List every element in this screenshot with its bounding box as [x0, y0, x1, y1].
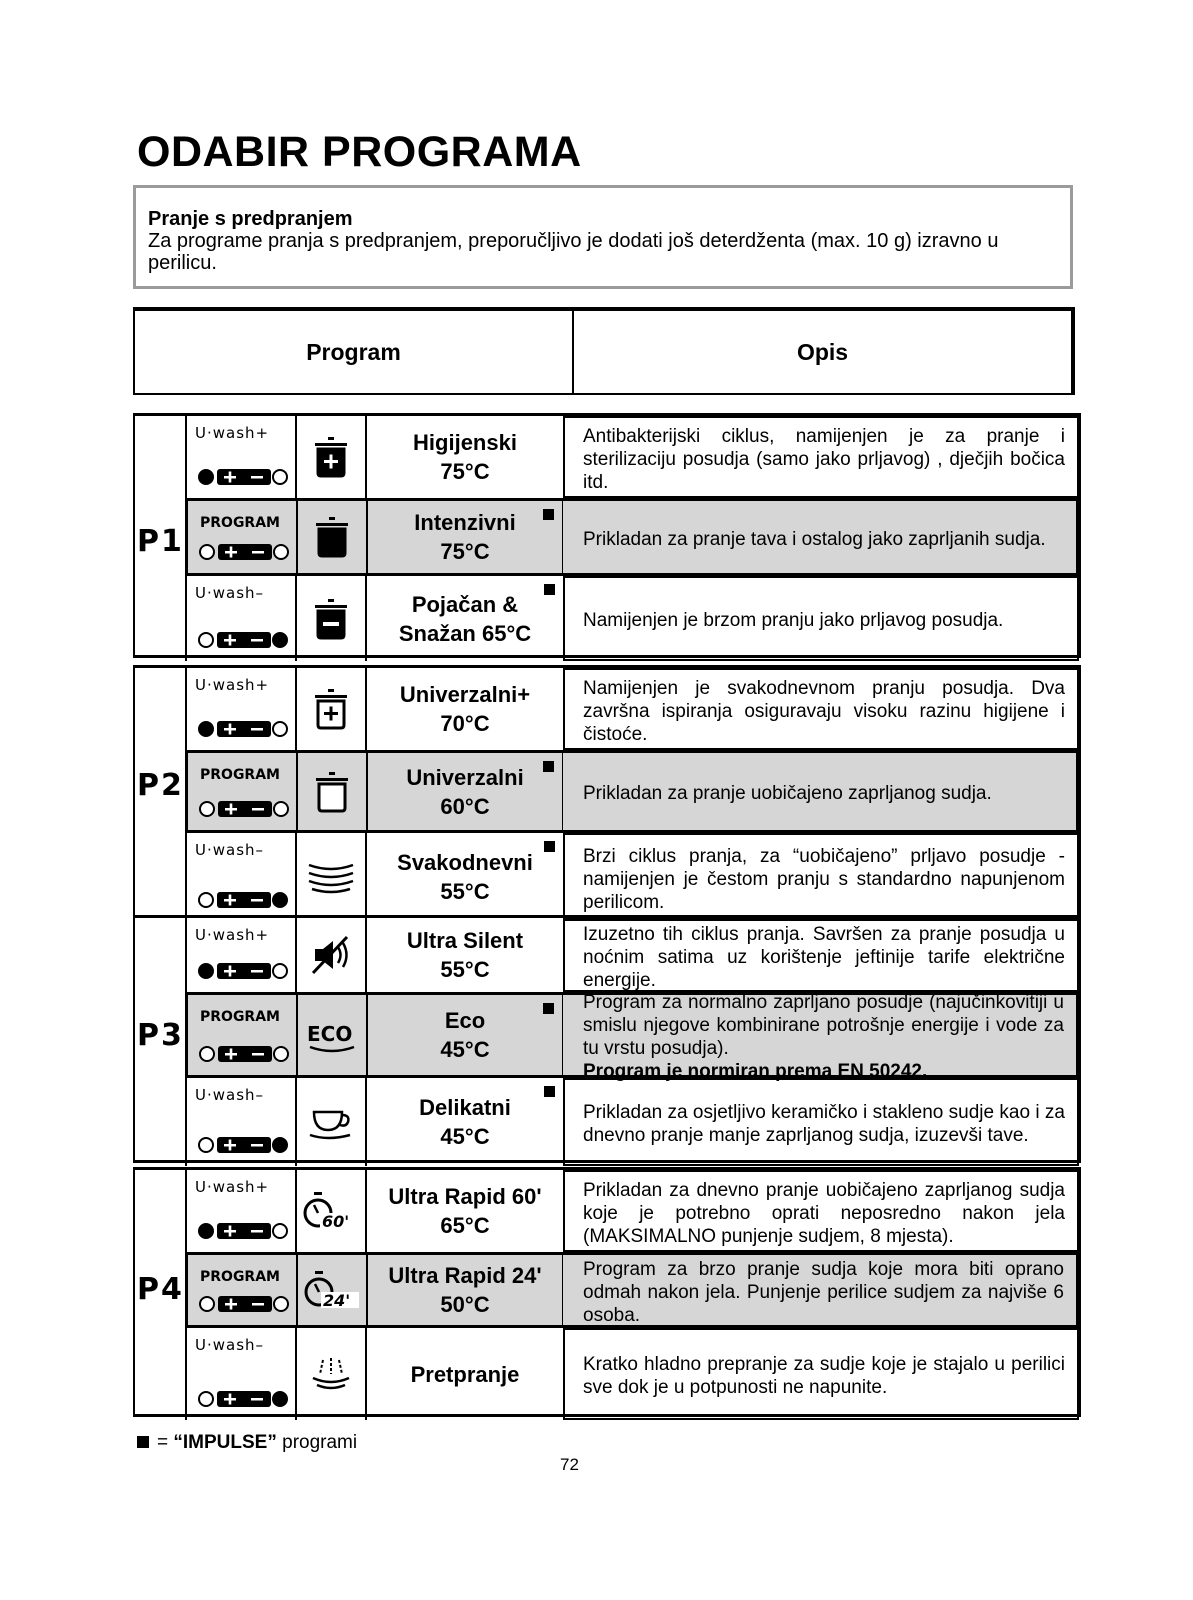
selector-cell — [187, 668, 297, 750]
program-name-cell — [368, 1255, 562, 1325]
program-name-cell — [368, 995, 562, 1075]
program-name-cell — [367, 833, 563, 921]
pot-full-icon — [298, 501, 368, 573]
program-description: Kratko hladno prepranje za sudje koje je stajalo u perilici sve dok je u potpunosti ne napunite. — [563, 1328, 1079, 1420]
selector-label: U·wash– — [195, 1336, 265, 1354]
selector-indicator-icon — [198, 800, 290, 818]
program-name-cell — [368, 753, 562, 830]
program-temperature: 60°C — [440, 793, 490, 819]
program-name: Intenzivni — [414, 510, 516, 535]
program-name: Ultra Rapid 24' — [388, 1263, 542, 1288]
group-label: P4 — [137, 1272, 184, 1307]
page-title: ODABIR PROGRAMA — [137, 128, 582, 176]
program-group-p1 — [133, 413, 1081, 658]
program-row — [185, 992, 1079, 1082]
program-name-cell — [367, 1078, 563, 1166]
selector-label: U·wash– — [195, 1086, 265, 1104]
program-name: Ultra Rapid 60' — [388, 1184, 542, 1209]
selector-label: PROGRAM — [200, 515, 280, 531]
selector-label: U·wash– — [195, 841, 265, 859]
selector-cell — [187, 918, 297, 992]
program-description: Prikladan za pranje uobičajeno zaprljanog sudja. — [563, 750, 1079, 833]
note-text: Za programe pranja s predpranjem, preporučljivo je dodati još deterdženta (max. 10 g) izravno u perilicu. — [148, 230, 999, 274]
program-row — [185, 750, 1079, 833]
cup-icon — [297, 1078, 367, 1166]
program-name-cell — [367, 918, 563, 992]
selector-indicator-icon — [198, 1295, 290, 1313]
group-label: P3 — [137, 1018, 184, 1053]
program-temperature: 55°C — [440, 879, 490, 904]
plates-icon — [297, 833, 367, 921]
selector-cell — [187, 1170, 297, 1252]
selector-label: U·wash+ — [195, 424, 270, 442]
selector-cell — [187, 416, 297, 498]
program-temperature: 75°C — [440, 539, 490, 564]
timer-60-icon — [297, 1170, 367, 1252]
selector-label: U·wash– — [195, 584, 265, 602]
note-heading: Pranje s predpranjem — [148, 208, 353, 230]
program-name-cell — [367, 416, 563, 498]
impulse-marker-icon — [544, 584, 555, 595]
selector-cell — [188, 995, 298, 1075]
selector-indicator-icon — [197, 720, 289, 738]
program-cells — [185, 833, 565, 921]
selector-indicator-icon — [197, 962, 289, 980]
selector-cell — [187, 833, 297, 921]
program-group-p2 — [133, 665, 1081, 918]
header-description: Opis — [796, 338, 849, 365]
program-name: Eco — [444, 1008, 486, 1033]
selector-indicator-icon — [198, 1045, 290, 1063]
impulse-marker-icon — [544, 1086, 555, 1097]
program-cells — [185, 992, 565, 1078]
impulse-footnote: = “IMPULSE” programi — [137, 1432, 357, 1454]
selector-label: PROGRAM — [200, 1009, 280, 1025]
header-program: Program — [135, 311, 574, 393]
impulse-marker-icon — [543, 761, 554, 772]
program-description: Brzi ciklus pranja, za “uobičajeno” prljavo posudje - namijenjen je čestom pranju s standardno napunjenom perilicom. — [563, 833, 1079, 921]
selector-indicator-icon — [197, 1222, 289, 1240]
program-temperature: Snažan 65°C — [398, 620, 532, 646]
pot-outline-plus-icon — [297, 668, 367, 750]
table-header — [133, 307, 1075, 395]
selector-indicator-icon — [198, 543, 290, 561]
program-temperature: 75°C — [440, 459, 490, 484]
selector-indicator-icon — [197, 891, 289, 909]
program-cells — [185, 1170, 565, 1252]
svg-text:ECO: ECO — [307, 1022, 353, 1046]
selector-cell — [188, 501, 298, 573]
program-temperature: 70°C — [440, 711, 490, 736]
program-row — [185, 1170, 1079, 1252]
program-name: Delikatni — [419, 1095, 511, 1120]
svg-text:24': 24' — [323, 1291, 351, 1310]
pot-outline-icon — [298, 753, 368, 830]
program-description: Program za brzo pranje sudja koje mora biti oprano odmah nakon jela. Punjenje perilice sudjem za najviše 6 osoba. — [563, 1252, 1079, 1328]
program-row — [185, 1252, 1079, 1328]
impulse-marker-icon — [137, 1436, 149, 1448]
eco-icon — [298, 995, 368, 1075]
program-name: Ultra Silent — [406, 928, 524, 953]
selector-label: U·wash+ — [195, 926, 270, 944]
program-cells — [185, 576, 565, 661]
impulse-marker-icon — [543, 1003, 554, 1014]
program-cells — [185, 498, 565, 576]
program-cells — [185, 750, 565, 833]
program-cells — [185, 918, 565, 992]
program-temperature: 65°C — [440, 1213, 490, 1238]
program-name-cell — [367, 576, 563, 661]
program-description: Namijenjen je svakodnevnom pranju posudja. Dva završna ispiranja osiguravaju visoku razinu higijene i čistoće. — [563, 668, 1079, 750]
program-name-cell — [367, 1328, 563, 1420]
group-label: P2 — [137, 768, 184, 803]
program-cells — [185, 1328, 565, 1420]
program-name: Univerzalni — [406, 764, 524, 790]
program-row — [185, 1078, 1079, 1166]
program-description: Prikladan za pranje tava i ostalog jako zaprljanih sudja. — [563, 498, 1079, 576]
selector-label: PROGRAM — [200, 1269, 280, 1285]
selector-indicator-icon — [197, 1136, 289, 1154]
selector-cell — [187, 576, 297, 661]
impulse-marker-icon — [543, 509, 554, 520]
page-number: 72 — [560, 1455, 579, 1474]
selector-indicator-icon — [197, 468, 289, 486]
program-row — [185, 498, 1079, 576]
selector-label: U·wash+ — [195, 676, 270, 694]
program-row — [185, 1328, 1079, 1420]
selector-cell — [188, 1255, 298, 1325]
program-row — [185, 416, 1079, 498]
program-row — [185, 918, 1079, 992]
program-row — [185, 668, 1079, 750]
selector-indicator-icon — [197, 1390, 289, 1408]
prewash-icon — [297, 1328, 367, 1420]
program-name: Higijenski — [413, 430, 517, 455]
program-temperature: 45°C — [440, 1037, 490, 1062]
selector-label: PROGRAM — [200, 767, 280, 783]
program-name: Pojačan & — [411, 591, 519, 617]
program-description: Namijenjen je brzom pranju jako prljavog posudja. — [563, 576, 1079, 661]
program-row — [185, 833, 1079, 921]
selector-label: U·wash+ — [195, 1178, 270, 1196]
pot-plus-icon — [297, 416, 367, 498]
silent-icon — [297, 918, 367, 992]
program-cells — [185, 1252, 565, 1328]
program-description: Prikladan za osjetljivo keramičko i stakleno sudje kao i za dnevno pranje manje zaprljanog sudja, izuzevši tave. — [563, 1078, 1079, 1166]
selector-cell — [187, 1328, 297, 1420]
program-cells — [185, 416, 565, 498]
program-name: Univerzalni+ — [399, 682, 531, 707]
standard-note: Program je normiran prema EN 50242. — [583, 1061, 928, 1082]
program-description: Izuzetno tih ciklus pranja. Savršen za pranje posudja u noćnim satima uz korištenje jeftinije tarife električne energije. — [563, 918, 1079, 992]
program-cells — [185, 1078, 565, 1166]
program-name: Pretpranje — [410, 1361, 520, 1387]
program-description: Antibakterijski ciklus, namijenjen je za pranje i sterilizaciju posudja (samo jako prljavog) , dječjih bočica itd. — [563, 416, 1079, 498]
program-temperature: 50°C — [440, 1292, 490, 1317]
program-temperature: 45°C — [440, 1124, 490, 1149]
svg-text:60': 60' — [322, 1212, 350, 1231]
selector-cell — [188, 753, 298, 830]
selector-indicator-icon — [197, 631, 289, 649]
program-description: Prikladan za dnevno pranje uobičajeno zaprljanog sudja koje je potrebno oprati neposredno nakon jela (MAKSIMALNO punjenje sudjem, 8 mjesta). — [563, 1170, 1079, 1252]
program-group-p3 — [133, 915, 1081, 1163]
program-name-cell — [367, 668, 563, 750]
program-name-cell — [368, 501, 562, 573]
program-description: Program za normalno zaprljano posudje (najučinkovitiji u smislu njegove kombinirane potrošnje energije i vode za tu vrstu posudja). Program je normiran prema EN 50242. — [563, 992, 1079, 1078]
program-temperature: 55°C — [440, 957, 490, 982]
program-row — [185, 576, 1079, 661]
program-name-cell — [367, 1170, 563, 1252]
pot-minus-icon — [297, 576, 367, 661]
prewash-note — [133, 185, 1073, 289]
impulse-marker-icon — [544, 841, 555, 852]
program-name: Svakodnevni — [397, 850, 533, 875]
timer-24-icon — [298, 1255, 368, 1325]
program-group-p4 — [133, 1167, 1081, 1417]
program-cells — [185, 668, 565, 750]
selector-cell — [187, 1078, 297, 1166]
group-label: P1 — [137, 524, 184, 559]
